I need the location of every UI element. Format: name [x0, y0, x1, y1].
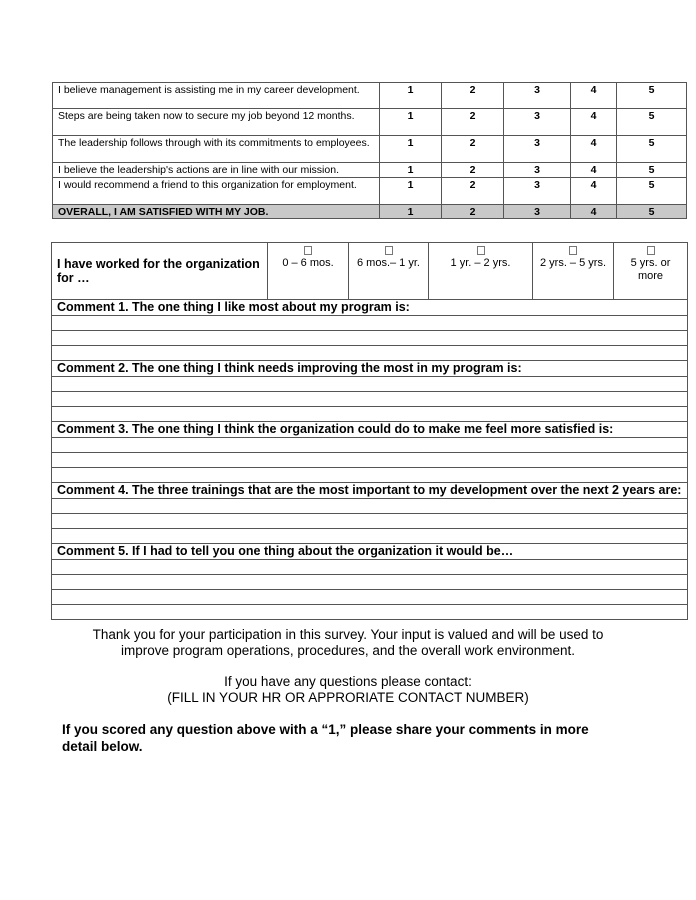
tenure-question: I have worked for the organization for …	[52, 243, 268, 300]
checkbox-icon[interactable]	[569, 246, 577, 255]
rating-option-1[interactable]: 1	[380, 204, 442, 219]
rating-option-2[interactable]: 2	[442, 83, 504, 109]
comment-prompt-row	[52, 422, 688, 438]
rating-option-4[interactable]: 4	[571, 109, 617, 136]
rating-option-1[interactable]: 1	[380, 136, 442, 163]
rating-option-5[interactable]: 5	[617, 109, 687, 136]
rating-option-2[interactable]: 2	[442, 177, 504, 204]
comment-1-line[interactable]	[52, 346, 688, 361]
followup-instruction: If you scored any question above with a “1,” please share your comments in more detail below.	[62, 722, 589, 754]
rating-statement: I believe the leadership's actions are in line with our mission.	[53, 163, 380, 178]
checkbox-icon[interactable]	[304, 246, 312, 255]
comment-4-prompt: Comment 4. The three trainings that are the most important to my development over the next 2 years are:	[52, 483, 688, 499]
comment-5-line[interactable]	[52, 590, 688, 605]
comment-4-line[interactable]	[52, 514, 688, 529]
tenure-option-2-5-yrs[interactable]	[533, 243, 614, 300]
rating-option-3[interactable]: 3	[504, 109, 571, 136]
checkbox-icon[interactable]	[385, 246, 393, 255]
comment-line-field[interactable]	[52, 453, 688, 468]
comment-5-line[interactable]	[52, 605, 688, 620]
rating-statement-overall: OVERALL, I AM SATISFIED WITH MY JOB.	[53, 204, 380, 219]
tenure-option-label: 2 yrs. – 5 yrs.	[539, 257, 607, 269]
comment-line-field[interactable]	[52, 575, 688, 590]
comment-2-prompt: Comment 2. The one thing I think needs improving the most in my program is:	[52, 361, 688, 377]
comment-prompt-row	[52, 544, 688, 560]
rating-option-5[interactable]: 5	[617, 204, 687, 219]
comment-3-line[interactable]	[52, 453, 688, 468]
comment-line-field[interactable]	[52, 605, 688, 620]
comment-line-field[interactable]	[52, 514, 688, 529]
checkbox-icon[interactable]	[477, 246, 485, 255]
rating-row	[53, 83, 687, 109]
tenure-row	[52, 243, 688, 300]
comment-line-field[interactable]	[52, 392, 688, 407]
comment-5-line[interactable]	[52, 575, 688, 590]
rating-option-3[interactable]: 3	[504, 177, 571, 204]
contact-line-1: If you have any questions please contact:	[224, 674, 472, 689]
tenure-option-1-2-yrs[interactable]	[429, 243, 533, 300]
comment-4-line[interactable]	[52, 529, 688, 544]
rating-option-5[interactable]: 5	[617, 177, 687, 204]
comment-line-field[interactable]	[52, 438, 688, 453]
comment-5-line[interactable]	[52, 560, 688, 575]
rating-row	[53, 177, 687, 204]
rating-table	[52, 82, 687, 219]
rating-option-3[interactable]: 3	[504, 136, 571, 163]
rating-option-5[interactable]: 5	[617, 136, 687, 163]
rating-row	[53, 136, 687, 163]
rating-option-2[interactable]: 2	[442, 163, 504, 178]
comment-1-line[interactable]	[52, 331, 688, 346]
comment-4-line[interactable]	[52, 499, 688, 514]
rating-option-3[interactable]: 3	[504, 204, 571, 219]
rating-option-4[interactable]: 4	[571, 163, 617, 178]
rating-option-4[interactable]: 4	[571, 204, 617, 219]
rating-option-2[interactable]: 2	[442, 109, 504, 136]
rating-row	[53, 163, 687, 178]
comment-line-field[interactable]	[52, 468, 688, 483]
comment-line-field[interactable]	[52, 346, 688, 361]
comment-prompt-row	[52, 361, 688, 377]
comment-line-field[interactable]	[52, 407, 688, 422]
tenure-option-0-6-mos[interactable]	[268, 243, 349, 300]
comment-1-prompt: Comment 1. The one thing I like most about my program is:	[52, 300, 688, 316]
thank-you-line-2: improve program operations, procedures, and the overall work environment.	[121, 643, 575, 658]
checkbox-icon[interactable]	[647, 246, 655, 255]
comment-1-line[interactable]	[52, 316, 688, 331]
rating-statement: The leadership follows through with its commitments to employees.	[53, 136, 380, 163]
rating-option-5[interactable]: 5	[617, 163, 687, 178]
rating-row	[53, 109, 687, 136]
rating-option-1[interactable]: 1	[380, 83, 442, 109]
tenure-option-label: 1 yr. – 2 yrs.	[450, 257, 511, 269]
comment-line-field[interactable]	[52, 377, 688, 392]
comment-line-field[interactable]	[52, 331, 688, 346]
thank-you-line-1: Thank you for your participation in this survey. Your input is valued and will be used to	[92, 627, 604, 642]
tenure-option-6-mos-1-yr[interactable]	[349, 243, 429, 300]
comment-prompt-row	[52, 300, 688, 316]
rating-option-3[interactable]: 3	[504, 83, 571, 109]
comment-2-line[interactable]	[52, 392, 688, 407]
rating-statement: I would recommend a friend to this organization for employment.	[53, 177, 380, 204]
rating-option-1[interactable]: 1	[380, 163, 442, 178]
contact-info	[52, 674, 644, 706]
comment-line-field[interactable]	[52, 529, 688, 544]
comment-line-field[interactable]	[52, 499, 688, 514]
thank-you-message	[52, 627, 644, 659]
tenure-option-5-plus-yrs[interactable]	[614, 243, 688, 300]
rating-option-5[interactable]: 5	[617, 83, 687, 109]
rating-option-4[interactable]: 4	[571, 136, 617, 163]
comment-3-line[interactable]	[52, 468, 688, 483]
comment-line-field[interactable]	[52, 560, 688, 575]
rating-row-overall	[53, 204, 687, 219]
comment-line-field[interactable]	[52, 590, 688, 605]
rating-statement: I believe management is assisting me in my career development.	[53, 83, 380, 109]
tenure-option-label: 0 – 6 mos.	[282, 257, 334, 269]
comment-line-field[interactable]	[52, 316, 688, 331]
rating-option-2[interactable]: 2	[442, 204, 504, 219]
comment-prompt-row	[52, 483, 688, 499]
rating-option-3[interactable]: 3	[504, 163, 571, 178]
comment-5-prompt: Comment 5. If I had to tell you one thing about the organization it would be…	[52, 544, 688, 560]
comment-2-line[interactable]	[52, 407, 688, 422]
contact-line-2: (FILL IN YOUR HR OR APPRORIATE CONTACT NUMBER)	[167, 690, 529, 705]
rating-statement: Steps are being taken now to secure my job beyond 12 months.	[53, 109, 380, 136]
rating-option-1[interactable]: 1	[380, 109, 442, 136]
rating-option-4[interactable]: 4	[571, 177, 617, 204]
rating-option-4[interactable]: 4	[571, 83, 617, 109]
tenure-comments-table	[51, 242, 688, 620]
tenure-option-label: 5 yrs. or more	[630, 257, 671, 282]
rating-option-1[interactable]: 1	[380, 177, 442, 204]
tenure-option-label: 6 mos.– 1 yr.	[357, 257, 420, 269]
comment-3-line[interactable]	[52, 438, 688, 453]
comment-2-line[interactable]	[52, 377, 688, 392]
rating-option-2[interactable]: 2	[442, 136, 504, 163]
comment-3-prompt: Comment 3. The one thing I think the organization could do to make me feel more satisfied is:	[52, 422, 688, 438]
